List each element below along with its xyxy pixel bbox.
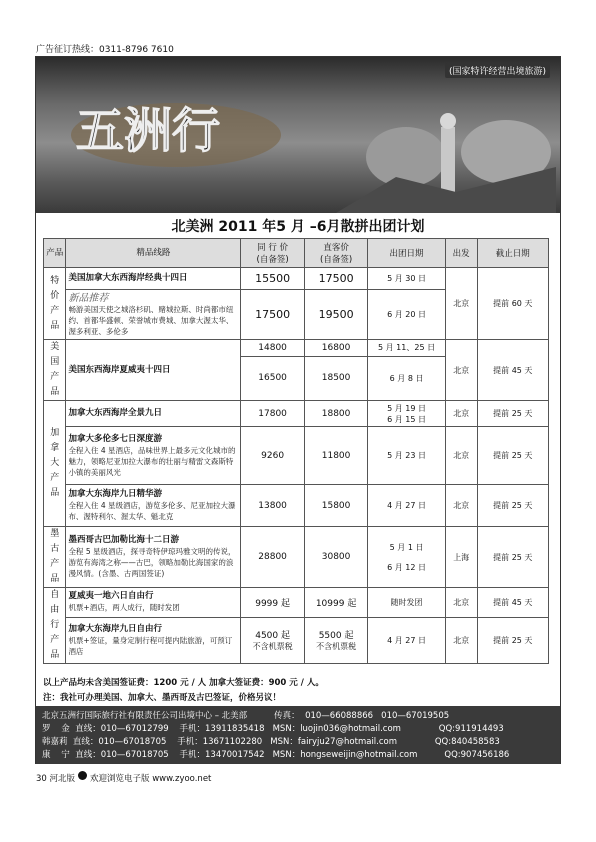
depart-city: 北京 — [445, 401, 477, 427]
departure-date: 4 月 27 日 — [368, 485, 445, 527]
contact-panel — [36, 706, 560, 764]
ebook-logo-icon — [78, 771, 87, 780]
table-row — [44, 268, 549, 290]
departure-date: 随时发团 — [368, 588, 445, 618]
route-desc: 新品推荐 畅游美国天使之城洛杉矶、赌城拉斯、时尚都市纽约、首都华盛顿、荣誉城市费城、加拿大渥太华、渥多利亚、多伦多 — [66, 290, 241, 340]
departure-date: 6 月 20 日 — [368, 290, 445, 340]
page-title: 北美洲 2011 年5 月 –6月散拼出团计划 — [171, 219, 425, 235]
direct-price: 30800 — [304, 527, 367, 588]
peer-price: 9999 起 — [241, 588, 304, 618]
peer-price: 17500 — [241, 290, 304, 340]
ad-hotline: 广告征订热线：0311-8796 7610 — [36, 45, 174, 55]
deadline: 提前 60 天 — [477, 268, 548, 340]
header-category: 产品 — [44, 239, 66, 268]
tour-plan-table — [43, 238, 549, 664]
departure-date: 4 月 27 日 — [368, 617, 445, 663]
direct-price: 16800 — [304, 340, 367, 357]
departure-date: 5 月 11、25 日 — [368, 340, 445, 357]
route-name: 墨西哥古巴加勒比海十二日游 全程 5 星级酒店，探寻奇特伊琼玛雅文明的传说，游览有海湾之称——古巴，领略加勒比海国家的浪漫风情。(含墨、古两国签证) — [66, 527, 241, 588]
table-row — [44, 427, 549, 485]
table-row — [44, 617, 549, 663]
new-product-badge: 新品推荐 — [68, 292, 109, 304]
page-number: 30 河北版 — [36, 774, 76, 784]
peer-price: 15500 — [241, 268, 304, 290]
svg-text:五洲行: 五洲行 — [76, 103, 221, 159]
contact-luojin: 罗 金 直线：010—67012799 手机：13911835418 MSN：luojin036@hotmail.com QQ:911914493 — [42, 724, 504, 734]
mount-rushmore-graphic — [336, 97, 556, 213]
direct-price: 11800 — [304, 427, 367, 485]
direct-price: 19500 — [304, 290, 367, 340]
depart-city: 北京 — [445, 588, 477, 618]
deadline: 提前 45 天 — [477, 588, 548, 618]
route-name: 美国东西海岸夏威夷十四日 — [66, 340, 241, 401]
departure-date: 5 月 30 日 — [368, 268, 445, 290]
depart-city: 上海 — [445, 527, 477, 588]
contact-hanjiali: 韩嘉莉 直线：010—67018705 手机：13671102280 MSN：fairyju27@hotmail.com QQ:840458583 — [42, 737, 500, 747]
direct-price: 15800 — [304, 485, 367, 527]
deadline: 提前 25 天 — [477, 485, 548, 527]
direct-price: 5500 起 不含机票税 — [304, 617, 367, 663]
peer-price: 14800 — [241, 340, 304, 357]
table-header-row — [44, 239, 549, 268]
direct-price: 10999 起 — [304, 588, 367, 618]
depart-city: 北京 — [445, 427, 477, 485]
peer-price: 28800 — [241, 527, 304, 588]
table-row — [44, 340, 549, 357]
header-deadline: 截止日期 — [477, 239, 548, 268]
peer-price: 4500 起 不含机票税 — [241, 617, 304, 663]
peer-price: 16500 — [241, 356, 304, 400]
tagline: (国家特许经营出境旅游) — [445, 63, 550, 78]
deadline: 提前 25 天 — [477, 617, 548, 663]
category-canada: 加拿大产品 — [44, 401, 66, 527]
route-name: 加拿大东海岸九日精华游 全程入住 4 星级酒店，游览多伦多、尼亚加拉大瀑布、渥特利尔、渥太华、魁北克 — [66, 485, 241, 527]
category-mexico-cuba: 墨古产品 — [44, 527, 66, 588]
wuzhouxing-logo — [66, 85, 286, 175]
direct-price: 17500 — [304, 268, 367, 290]
depart-city: 北京 — [445, 268, 477, 340]
banner-image — [36, 57, 560, 213]
visa-service-note: 注：我社可办理美国、加拿大、墨西哥及古巴签证，价格另议！ — [43, 693, 282, 703]
direct-price: 18500 — [304, 356, 367, 400]
route-name: 美国加拿大东西海岸经典十四日 — [66, 268, 241, 290]
ebook-link[interactable]: 欢迎浏览电子版 www.zyoo.net — [90, 774, 212, 784]
route-name: 夏威夷一地六日自由行 机票+酒店，两人成行，随时发团 — [66, 588, 241, 618]
direct-price: 18800 — [304, 401, 367, 427]
departure-date: 5 月 23 日 — [368, 427, 445, 485]
table-row — [44, 401, 549, 427]
header-peer-price: 同 行 价 (自备签) — [241, 239, 304, 268]
departure-date: 5 月 1 日 6 月 12 日 — [368, 527, 445, 588]
header-departure-date: 出团日期 — [368, 239, 445, 268]
visa-fee-note: 以上产品均未含美国签证费：1200 元 / 人 加拿大签证费：900 元 / 人。 — [43, 678, 324, 688]
peer-price: 13800 — [241, 485, 304, 527]
depart-city: 北京 — [445, 340, 477, 401]
category-special: 特价产品 — [44, 268, 66, 340]
table-row — [44, 588, 549, 618]
departure-date: 6 月 8 日 — [368, 356, 445, 400]
price-notes — [43, 676, 549, 706]
peer-price: 17800 — [241, 401, 304, 427]
deadline: 提前 25 天 — [477, 527, 548, 588]
deadline: 提前 25 天 — [477, 427, 548, 485]
departure-date: 5 月 19 日 6 月 15 日 — [368, 401, 445, 427]
category-usa: 美国产品 — [44, 340, 66, 401]
table-row — [44, 527, 549, 588]
deadline: 提前 45 天 — [477, 340, 548, 401]
route-name: 加拿大多伦多七日深度游 全程入住 4 星酒店，品味世界上最多元文化城市的魅力，领略尼亚加拉大瀑布的壮丽与精雷文森斯特小镇的美丽风光 — [66, 427, 241, 485]
header-route: 精品线路 — [66, 239, 241, 268]
header-direct-price: 直客价 (自备签) — [304, 239, 367, 268]
header-depart-city: 出发 — [445, 239, 477, 268]
route-name: 加拿大东海岸九日自由行 机票+签证，量身定制行程可提内陆旅游，可预订酒店 — [66, 617, 241, 663]
depart-city: 北京 — [445, 617, 477, 663]
table-row — [44, 485, 549, 527]
route-name: 加拿大东西海岸全景九日 — [66, 401, 241, 427]
deadline: 提前 25 天 — [477, 401, 548, 427]
depart-city: 北京 — [445, 485, 477, 527]
category-free-travel: 自由行产品 — [44, 588, 66, 664]
contact-kangning: 康 宁 直线：010—67018705 手机：13470017542 MSN：hongseweijin@hotmail.com QQ:907456186 — [42, 750, 510, 760]
company-fax-line: 北京五洲行国际旅行社有限责任公司出境中心 – 北美部 传真： 010—66088866 010—67019505 — [42, 711, 450, 721]
peer-price: 9260 — [241, 427, 304, 485]
